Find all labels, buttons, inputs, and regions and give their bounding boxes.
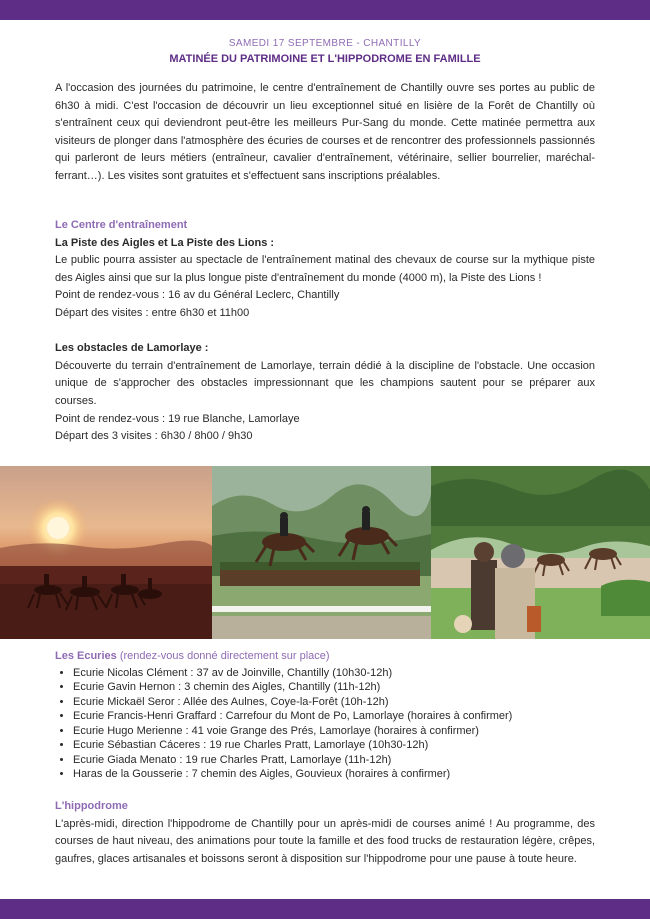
sunrise-gallop-photo (0, 466, 212, 639)
ecuries-section (55, 648, 595, 782)
list-item: • Ecurie Francis-Henri Graffard : Carrefour du Mont de Po, Lamorlaye (horaires à confirmer) (73, 709, 595, 724)
list-item: • Ecurie Hugo Merienne : 41 voie Grange des Prés, Lamorlaye (horaires à confirmer) (73, 724, 595, 739)
piste-departure: Départ des visites : entre 6h30 et 11h00 (55, 306, 250, 319)
centre-section (55, 217, 595, 446)
page-title: MATINÉE DU PATRIMOINE ET L'HIPPODROME EN FAMILLE (169, 53, 481, 65)
piste-title: La Piste des Aigles et La Piste des Lions : (55, 236, 275, 249)
piste-description: Le public pourra assister au spectacle de l'entraînement matinal des chevaux de course sur la mythique piste des Aigles ainsi que sur la plus longue piste d'entraînement du monde (4000 m), la Piste des Lions ! (55, 254, 595, 284)
bottom-band (0, 899, 650, 919)
list-item: • Ecurie Giada Menato : 19 rue Charles Pratt, Lamorlaye (11h-12h) (73, 753, 595, 768)
ecuries-heading-label: Les Ecuries (55, 650, 117, 662)
intro-section (55, 80, 595, 186)
hippodrome-paragraph: L'après-midi, direction l'hippodrome de Chantilly pour un après-midi de courses animé ! Au programme, des courses de haut niveau, des animations pour toute la famille et des food trucks de restauration légère, crêpes, gaufres, glaces artisanales et boissons seront à disposition sur l'hippodrome pour une pause à toute heure. (55, 817, 595, 865)
obstacles-description: Découverte du terrain d'entraînement de Lamorlaye, terrain dédié à la discipline de l'obstacle. Une occasion unique de s'approcher des obstacles impressionnant que les champions sautent pour se préparer aux courses. (55, 359, 595, 407)
list-item: • Ecurie Mickaël Seror : Allée des Aulnes, Coye-la-Forêt (10h-12h) (73, 695, 595, 710)
photo-strip (0, 466, 650, 639)
event-date-location: SAMEDI 17 SEPTEMBRE - CHANTILLY (228, 38, 422, 49)
ecuries-heading-note: (rendez-vous donné directement sur place) (116, 650, 330, 662)
list-item: • Haras de la Gousserie : 7 chemin des Aigles, Gouvieux (horaires à confirmer) (73, 767, 595, 782)
hippodrome-section (55, 798, 595, 868)
list-item: • Ecurie Sébastian Cáceres : 19 rue Charles Pratt, Lamorlaye (10h30-12h) (73, 738, 595, 753)
ecuries-list (55, 666, 595, 782)
centre-heading: Le Centre d'entraînement (55, 219, 188, 231)
ecuries-heading (55, 648, 595, 666)
piste-meeting-point: Point de rendez-vous : 16 av du Général Leclerc, Chantilly (55, 289, 340, 302)
spectators-photo (431, 466, 650, 639)
obstacles-departure: Départ des 3 visites : 6h30 / 8h00 / 9h30 (55, 430, 253, 443)
top-band (0, 0, 650, 20)
list-item: • Ecurie Nicolas Clément : 37 av de Joinville, Chantilly (10h30-12h) (73, 666, 595, 681)
steeplechase-photo (212, 466, 431, 639)
obstacles-meeting-point: Point de rendez-vous : 19 rue Blanche, Lamorlaye (55, 412, 300, 425)
list-item: • Ecurie Gavin Hernon : 3 chemin des Aigles, Chantilly (11h-12h) (73, 680, 595, 695)
hippodrome-heading: L'hippodrome (55, 800, 128, 812)
intro-paragraph: A l'occasion des journées du patrimoine, le centre d'entraînement de Chantilly ouvre ses portes au public de 6h30 à midi. C'est l'occasion de découvrir un lieu exceptionnel situé en lisière de la Forêt de Chantilly où s'entraînent ceux qui deviendront peut-être les meilleurs Pur-Sang du monde. Cette matinée permettra aux visiteurs de plonger dans l'atmosphère des écuries de courses et de rencontrer des professionnels passionnés qui parleront de leurs métiers (entraîneur, cavalier d'entraînement, vétérinaire, sellier bourrelier, maréchal-ferrant…). Les visites sont gratuites et s'effectuent sans inscriptions préalables. (55, 82, 595, 182)
obstacles-title: Les obstacles de Lamorlaye : (55, 342, 209, 355)
